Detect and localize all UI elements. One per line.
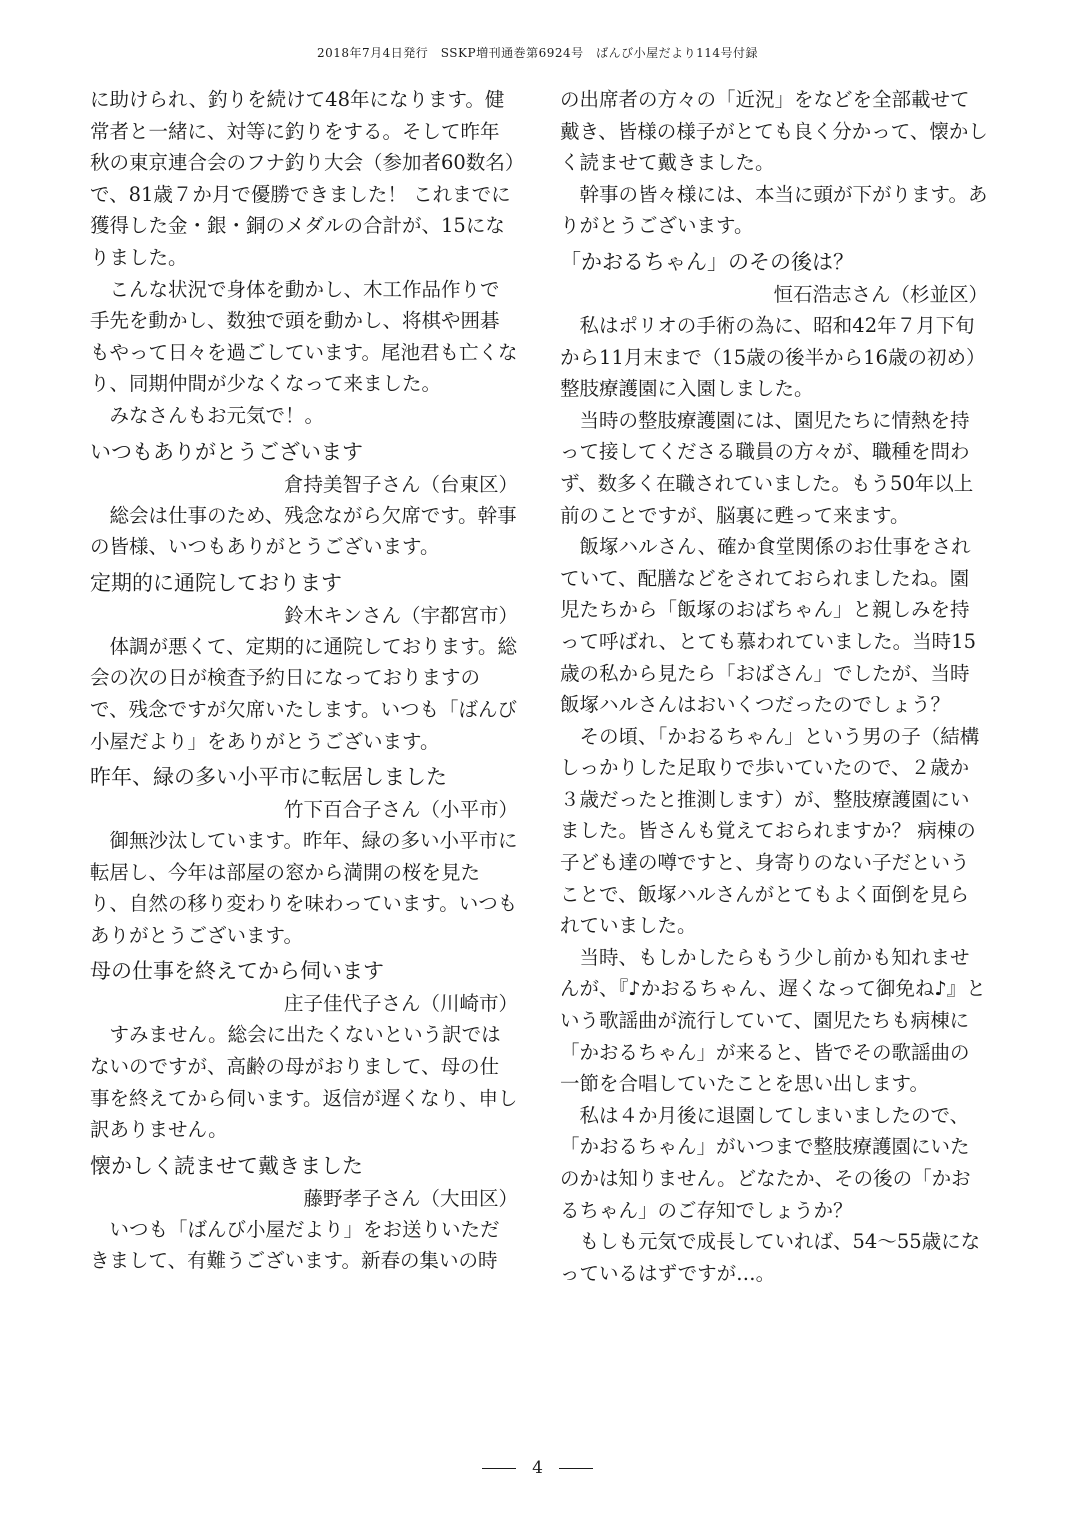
intro-paragraph: みなさんもお元気で！。 bbox=[109, 403, 325, 427]
section-body: いつも「ばんび小屋だより」をお送りいただきまして、有難うございます。新春の集いの時 bbox=[90, 1217, 500, 1273]
footer-rule-left bbox=[482, 1468, 516, 1469]
section-title: 「かおるちゃん」のその後は？ bbox=[560, 249, 854, 274]
page-number: 4 bbox=[532, 1458, 543, 1478]
section-author: 鈴木キンさん（宇都宮市） bbox=[284, 603, 518, 627]
footer-rule-right bbox=[559, 1468, 593, 1469]
right-column bbox=[560, 84, 988, 1289]
section-body: 当時、もしかしたらもう少し前かも知れませんが、『♪かおるちゃん、遅くなって御免ね♪』という歌謡曲が流行していて、園児たちも病棟に「かおるちゃん」が来ると、皆でその歌謡曲の一節を合唱していたことを思い出します。 bbox=[560, 945, 986, 1096]
section-body: 私はポリオの手術の為に、昭和42年７月下旬から11月末まで（15歳の後半から16歳の初め）整肢療護園に入園しました。 bbox=[560, 313, 986, 401]
section-body: 当時の整肢療護園には、園児たちに情熱を持って接してくださる職員の方々が、職種を問わず、数多く在職されていました。もう50年以上前のことですが、脳裏に甦って来ます。 bbox=[560, 408, 974, 527]
section-body: 私は４か月後に退園してしまいましたので、「かおるちゃん」がいつまで整肢療護園にいたのかは知りません。どなたか、その後の「かおるちゃん」のご存知でしょうか？ bbox=[560, 1103, 971, 1222]
section-body: 飯塚ハルさん、確か食堂関係のお仕事をされていて、配膳などをされておられましたね。園児たちから「飯塚のおばちゃん」と親しみを持って呼ばれ、とても慕われていました。当時15歳の私から見たら「おばさん」でしたが、当時飯塚ハルさんはおいくつだったのでしょう？ bbox=[560, 535, 976, 717]
section-author: 庄子佳代子さん（川崎市） bbox=[283, 992, 518, 1016]
section-title: 母の仕事を終えてから伺います bbox=[90, 959, 384, 984]
section-body: もしも元気で成長していれば、54〜55歳になっているはずですが…。 bbox=[560, 1230, 981, 1285]
section-title: 昨年、緑の多い小平市に転居しました bbox=[90, 765, 447, 790]
section-title: 懐かしく読ませて戴きました bbox=[90, 1153, 363, 1178]
section-author: 竹下百合子さん（小平市） bbox=[283, 798, 518, 822]
continued-paragraph: の出席者の方々の「近況」をなどを全部載せて戴き、皆様の様子がとても良く分かって、懐かしく読ませて戴きました。 bbox=[560, 88, 988, 175]
section-title: 定期的に通院しております bbox=[90, 570, 342, 595]
intro-paragraph: こんな状況で身体を動かし、木工作品作りで手先を動かし、数独で頭を動かし、将棋や囲碁もやって日々を過ごしています。尾池君も亡くなり、同期仲間が少なくなって来ました。 bbox=[90, 277, 518, 396]
section-author: 藤野孝子さん（大田区） bbox=[303, 1186, 518, 1210]
continued-paragraph: 幹事の皆々様には、本当に頭が下がります。ありがとうございます。 bbox=[560, 182, 988, 238]
section-body: その頃、「かおるちゃん」という男の子（結構しっかりした足取りで歩いていたので、２歳か３歳だったと推測します）が、整肢療護園にいました。皆さんも覚えておられますか？ 病棟の子ども達の噂ですと、身寄りのない子だということで、飯塚ハルさんがとてもよく面倒を見られていました。 bbox=[560, 724, 980, 938]
page-header: 2018年7月4日発行 SSKP増刊通巻第6924号 ばんび小屋だより114号付録 bbox=[316, 46, 759, 60]
section-author: 恒石浩志さん（杉並区） bbox=[773, 282, 988, 306]
section-body: 体調が悪くて、定期的に通院しております。総会の次の日が検査予約日になっておりますので、残念ですが欠席いたします。いつも「ばんび小屋だより」をありがとうございます。 bbox=[90, 634, 518, 753]
section-body: 御無沙汰しています。昨年、緑の多い小平市に転居し、今年は部屋の窓から満開の桜を見たり、自然の移り変わりを味わっています。いつもありがとうございます。 bbox=[90, 829, 518, 947]
left-column bbox=[90, 84, 518, 1277]
section-author: 倉持美智子さん（台東区） bbox=[283, 472, 518, 496]
page-footer bbox=[0, 1458, 1075, 1478]
section-title: いつもありがとうございます bbox=[90, 439, 363, 464]
section-body: 総会は仕事のため、残念ながら欠席です。幹事の皆様、いつもありがとうございます。 bbox=[90, 503, 517, 559]
section-body: すみません。総会に出たくないという訳ではないのですが、高齢の母がおりまして、母の仕事を終えてから伺います。返信が遅くなり、申し訳ありません。 bbox=[90, 1023, 518, 1142]
intro-paragraph: に助けられ、釣りを続けて48年になります。健常者と一緒に、対等に釣りをする。そして昨年秋の東京連合会のフナ釣り大会（参加者60数名）で、81歳７か月で優勝できました！ これまでに獲得した金・銀・銅のメダルの合計が、15になりました。 bbox=[90, 88, 515, 269]
